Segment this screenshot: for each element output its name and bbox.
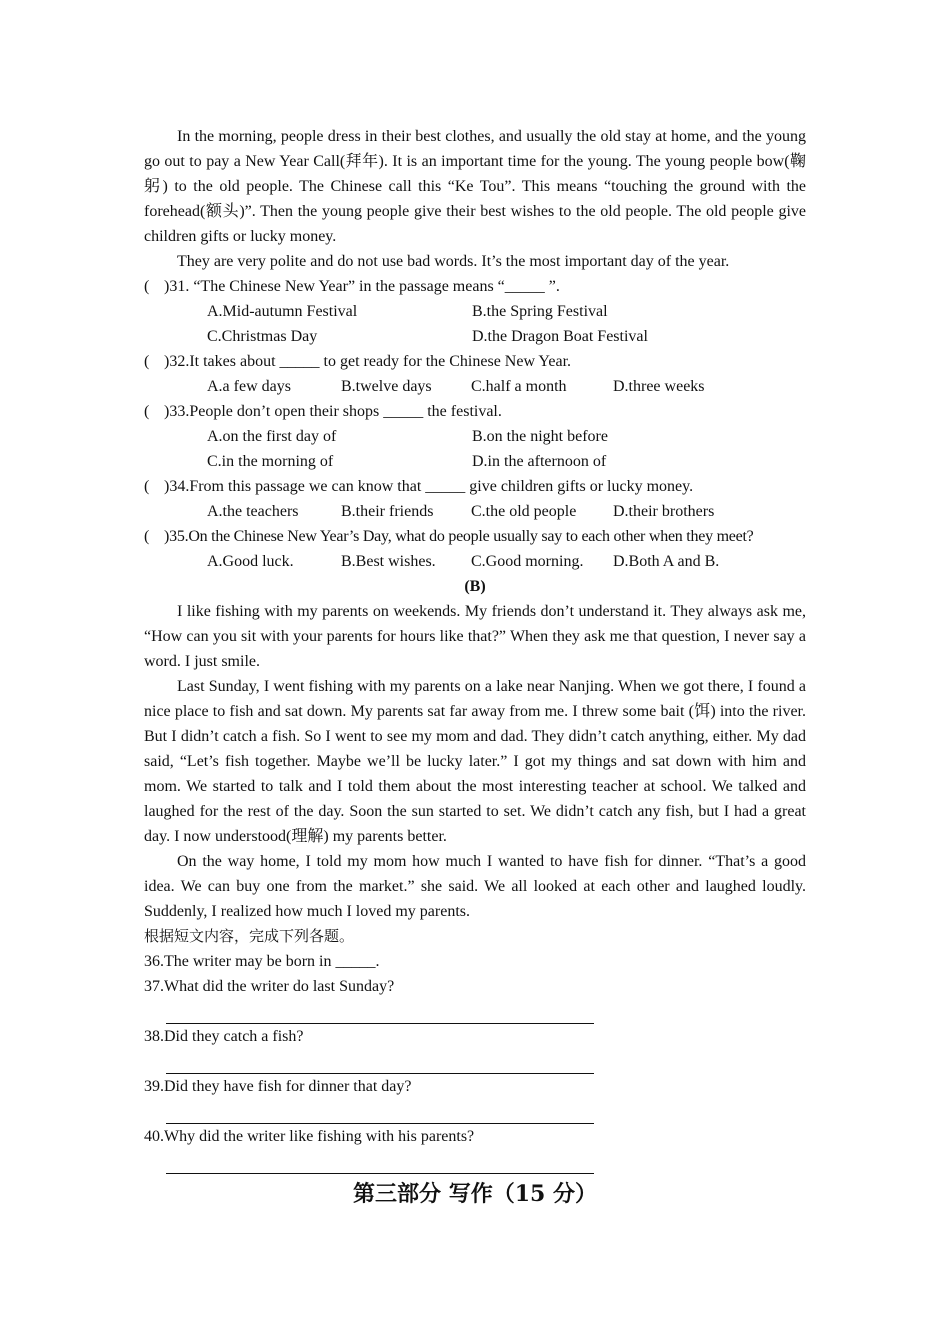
option-b: B.twelve days bbox=[341, 378, 432, 395]
option-b: B.Best wishes. bbox=[341, 553, 436, 570]
question-36: 36.The writer may be born in _____. bbox=[144, 953, 380, 970]
answer-bracket[interactable]: ( bbox=[144, 528, 150, 545]
option-c: C.half a month bbox=[471, 378, 567, 395]
answer-line-38[interactable] bbox=[166, 1049, 594, 1074]
question-31-options-row-2 bbox=[144, 324, 806, 349]
passage-b-paragraph-2: Last Sunday, I went fishing with my parents on a lake near Nanjing. When we got there, I found a nice place to fish and sat down. My parents sat far away from me. I threw some bait (饵) into the river. But I didn’t catch a fish. So I went to see my mom and dad. They didn’t catch anything, either. My dad said, “Let’s fish together. Maybe we’ll be lucky later.” I got my things and sat down with him and mom. We started to talk and I told them about the most interesting teacher at school. We talked and laughed for the rest of the day. Soon the sun started to set. We didn’t catch any fish, but I had a great day. I now understood(理解) my parents better. bbox=[144, 678, 807, 845]
question-34-options bbox=[144, 499, 806, 524]
answer-bracket[interactable]: ( bbox=[144, 353, 150, 370]
question-stem: )32.It takes about _____ to get ready for the Chinese New Year. bbox=[164, 353, 572, 370]
exam-page bbox=[144, 124, 806, 1174]
answer-bracket[interactable]: ( bbox=[144, 278, 150, 295]
instruction: 根据短文内容，完成下列各题。 bbox=[144, 927, 355, 945]
option-b: B.the Spring Festival bbox=[472, 303, 608, 320]
option-c: C.in the morning of bbox=[207, 453, 334, 470]
answer-line-39[interactable] bbox=[166, 1099, 594, 1124]
question-stem: )33.People don’t open their shops _____ the festival. bbox=[164, 403, 502, 420]
question-35-options bbox=[144, 549, 806, 574]
answer-line-40[interactable] bbox=[166, 1149, 594, 1174]
option-d: D.the Dragon Boat Festival bbox=[472, 328, 648, 345]
passage-b-paragraph-3: On the way home, I told my mom how much I wanted to have fish for dinner. “That’s a good idea. We can buy one from the market.” she said. We all looked at each other and laughed loudly. Suddenly, I realized how much I loved my parents. bbox=[144, 853, 806, 920]
option-a: A.Good luck. bbox=[207, 553, 294, 570]
passage-a-paragraph-1: In the morning, people dress in their best clothes, and usually the old stay at home, and the young go out to pay a New Year Call(拜年). It is an important time for the young. The young people bow(鞠躬) to the old people. The Chinese call this “Ke Tou”. This means “touching the ground with the forehead(额头)”. Then the young people give their best wishes to the old people. The old people give children gifts or lucky money. bbox=[144, 128, 806, 245]
answer-bracket[interactable]: ( bbox=[144, 478, 150, 495]
question-stem: )35.On the Chinese New Year’s Day, what do people usually say to each other when they meet? bbox=[164, 528, 754, 545]
section-title-writing: 第三部分 写作（15 分） bbox=[353, 1181, 597, 1207]
question-38: 38.Did they catch a fish? bbox=[144, 1028, 304, 1045]
question-33 bbox=[144, 399, 806, 424]
answer-bracket[interactable]: ( bbox=[144, 403, 150, 420]
passage-a-paragraph-2: They are very polite and do not use bad words. It’s the most important day of the year. bbox=[177, 253, 730, 270]
option-d: D.in the afternoon of bbox=[472, 453, 607, 470]
question-32 bbox=[144, 349, 806, 374]
question-34 bbox=[144, 474, 806, 499]
question-37: 37.What did the writer do last Sunday? bbox=[144, 978, 395, 995]
passage-b-heading: (B) bbox=[464, 578, 486, 595]
question-35 bbox=[144, 524, 806, 549]
option-a: A.on the first day of bbox=[207, 428, 337, 445]
question-stem: )31. “The Chinese New Year” in the passage means “_____ ”. bbox=[164, 278, 560, 295]
question-31-options-row-1 bbox=[144, 299, 806, 324]
question-32-options bbox=[144, 374, 806, 399]
option-a: A.the teachers bbox=[207, 503, 299, 520]
option-d: D.three weeks bbox=[613, 378, 705, 395]
question-33-options-row-1 bbox=[144, 424, 806, 449]
option-b: B.on the night before bbox=[472, 428, 608, 445]
passage-b-paragraph-1: I like fishing with my parents on weekends. My friends don’t understand it. They always ask me, “How can you sit with your parents for hours like that?” When they ask me that question, I never say a word. I just smile. bbox=[144, 603, 806, 670]
question-stem: )34.From this passage we can know that _____ give children gifts or lucky money. bbox=[164, 478, 694, 495]
answer-line-37[interactable] bbox=[166, 999, 594, 1024]
question-31 bbox=[144, 274, 806, 299]
option-c: C.Good morning. bbox=[471, 553, 584, 570]
option-c: C.Christmas Day bbox=[207, 328, 318, 345]
option-d: D.their brothers bbox=[613, 503, 715, 520]
option-c: C.the old people bbox=[471, 503, 577, 520]
question-39: 39.Did they have fish for dinner that day? bbox=[144, 1078, 412, 1095]
option-b: B.their friends bbox=[341, 503, 434, 520]
option-d: D.Both A and B. bbox=[613, 553, 720, 570]
question-33-options-row-2 bbox=[144, 449, 806, 474]
option-a: A.Mid-autumn Festival bbox=[207, 303, 358, 320]
option-a: A.a few days bbox=[207, 378, 291, 395]
question-40: 40.Why did the writer like fishing with his parents? bbox=[144, 1128, 475, 1145]
